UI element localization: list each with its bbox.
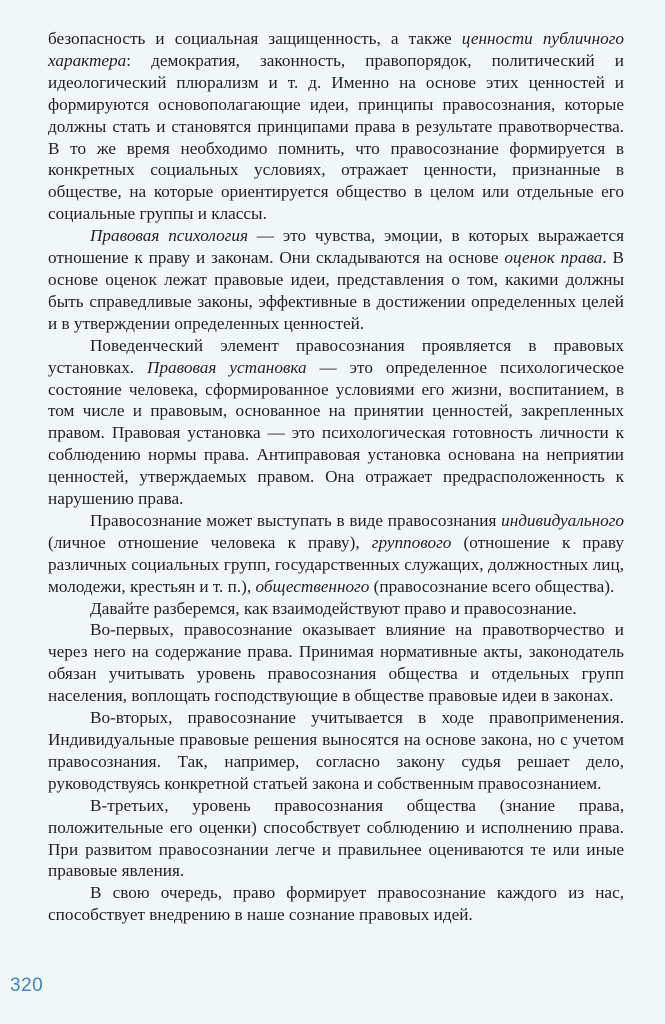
italic-term: Правовая установка xyxy=(147,357,307,377)
italic-term: оценок права xyxy=(504,248,603,268)
text-run: Давайте разберемся, как взаимодействуют право и правосознание. xyxy=(90,598,577,618)
paragraph xyxy=(48,795,624,883)
text-run: В-третьих, уровень правосознания общества (знание права, положительные его оценки) способствует соблюдению и исполнению права. При развитом правосознании легче и правильнее оцениваются те или иные правовые явления. xyxy=(48,795,624,881)
text-run: Правосознание может выступать в виде правосознания xyxy=(90,510,502,530)
text-run: (отношение к праву различных социальных групп, государственных служащих, должностных лиц, молодежи, крестьян и т. п.), xyxy=(48,532,624,596)
italic-term: индивидуального xyxy=(501,510,624,530)
italic-term: группового xyxy=(371,532,452,552)
text-run: : демократия, законность, правопорядок, политический и идеологический плюрализм и т. д. Именно на основе этих ценностей и формируются основополагающие идеи, принципы правосознания, которые должны стать и становятся принципами права в результате правотворчества. В то же время необходимо помнить, что правосознание формируется в конкретных социальных условиях, отражает ценности, признанные в обществе, на которые ориентируется общество в целом или отдельные его социальные группы и классы. xyxy=(48,50,624,224)
paragraph xyxy=(48,882,624,926)
paragraph xyxy=(48,619,624,707)
text-run: (личное отношение человека к праву), xyxy=(48,532,372,552)
text-run: Во-вторых, правосознание учитывается в ходе правоприменения. Индивидуальные правовые решения выносятся на основе закона, но с учетом правосознания. Так, например, согласно закону судья решает дело, руководствуясь конкретной статьей закона и собственным правосознанием. xyxy=(48,708,624,793)
text-run: безопасность и социальная защищенность, а также xyxy=(48,29,462,48)
italic-term: Правовая психология xyxy=(90,226,248,246)
paragraph xyxy=(48,598,624,620)
text-run: . В основе оценок лежат правовые идеи, представления о том, какими должны быть справедливые законы, эффективные в достижении определенных целей и в утверждении определенных ценностей. xyxy=(48,248,625,333)
body-text xyxy=(48,28,624,926)
paragraph xyxy=(48,335,624,510)
page-number: 320 xyxy=(10,975,44,996)
paragraph xyxy=(48,510,624,598)
text-run: — это определенное психологическое состояние человека, сформированное условиями его жизни, воспитанием, в том числе и правовым, основанное на принятии ценностей, закрепленных правом. Правовая установка — это психологическая готовность личности к соблюдению нормы права. Антиправовая установка основана на неприятии ценностей, утверждаемых правом. Она отражает предрасположенность к нарушению права. xyxy=(48,357,624,509)
paragraph xyxy=(48,707,624,795)
italic-term: ценности публичного характера xyxy=(48,29,624,70)
italic-term: общественного xyxy=(255,576,370,596)
text-run: Поведенческий элемент правосознания проявляется в правовых установках. xyxy=(48,335,624,377)
text-run: — это чувства, эмоции, в которых выражается отношение к праву и законам. Они складываются на основе xyxy=(48,226,624,268)
text-run: Во-первых, правосознание оказывает влияние на правотворчество и через него на содержание права. Принимая нормативные акты, законодатель обязан учитывать уровень правосознания общества и отдельных групп населения, воплощать господствующие в обществе правовые идеи в законах. xyxy=(48,620,624,706)
paragraph xyxy=(48,28,624,225)
text-run: (правосознание всего общества). xyxy=(369,576,615,596)
text-run: В свою очередь, право формирует правосознание каждого из нас, способствует внедрению в наше сознание правовых идей. xyxy=(48,883,624,925)
paragraph xyxy=(48,225,624,335)
